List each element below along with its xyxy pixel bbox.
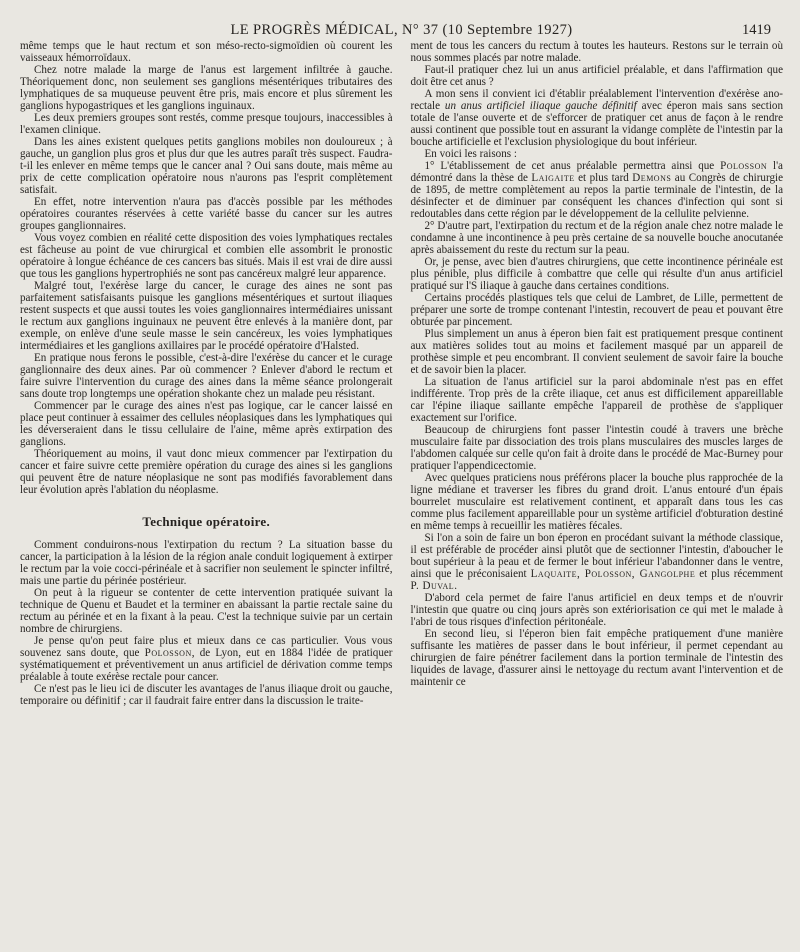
paragraph: Comment conduirons-nous l'extirpation du rectum ? La situation basse du cancer, la participation à la lésion de la région anale conduit logiquement à extirper le rectum par la voie cocci-périnéale et à sacrifier non seulement le spincter infiltré, mais une partie du périnée postérieur. bbox=[20, 539, 393, 587]
section-heading: Technique opératoire. bbox=[142, 514, 271, 529]
author-name: Laigaite bbox=[531, 172, 575, 184]
paragraph: Malgré tout, l'exérèse large du cancer, le curage des aines ne sont pas parfaitement satisfaisants puisque les ganglions mésentériques et surtout iliaques restent suspects et que aussi toutes les voies ganglionnaires intermédiaires unissant le rectum aux ganglions inguinaux ne peuvent être enlevés à la manière dont, par exemple, on enlève d'une seule masse le sein cancéreux, les voies lymphatiques intermédiaires et les ganglions axillaires par le procédé opératoire d'Halsted. bbox=[20, 280, 393, 352]
text-run: 1° L'établissement de cet anus préalable permettra ainsi que bbox=[424, 160, 721, 172]
text-run: , de Lyon, eut en 1884 l'idée de pratiquer systématiquement et préventivement un anus artificiel de dérivation comme temps préalable à toute exérèse rectale pour cancer. bbox=[20, 647, 393, 683]
paragraph bbox=[411, 88, 784, 148]
paragraph: Certains procédés plastiques tels que celui de Lambret, de Lille, permettent de préparer une sorte de trompe contenant l'intestin, recouvert de peau et pouvant être obturée par pincement. bbox=[410, 292, 783, 328]
paragraph: En voici les raisons : bbox=[424, 148, 517, 160]
text-run: l'a démontré dans la thèse de bbox=[410, 160, 783, 184]
paragraph: Dans les aines existent quelques petits ganglions mobiles non douloureux ; à gauche, un ganglion plus gros et plus dur que les autres paraît très suspect. Faudra-t-il les enlever en même temps que le cancer anal ? Oui sans doute, mais même au prix de cette complication opératoire nous n'aurons pas l'esprit complètement satisfait. bbox=[20, 136, 393, 196]
text-run: avec éperon mais sans section totale de l'anse ouverte et de s'efforcer de pratiquer cet anus de façon à le rendre aussi continent que possible tout en assurant la vidange complète de l'intestin par la bouche artificielle et l'exclusion physiologique du bout inférieur. bbox=[410, 100, 783, 148]
author-name: Polosson bbox=[720, 160, 768, 172]
author-name: Demons bbox=[632, 172, 672, 184]
right-column bbox=[411, 40, 784, 707]
paragraph: même temps que le haut rectum et son méso-recto-sigmoïdien où courent les vaisseaux hémorroïdaux. bbox=[20, 40, 393, 64]
running-head bbox=[20, 14, 783, 40]
paragraph bbox=[411, 160, 784, 220]
paragraph: Les deux premiers groupes sont restés, comme presque toujours, inaccessibles à l'examen clinique. bbox=[20, 112, 393, 136]
text-run: Si l'on a soin de faire un bon éperon en procédant suivant la méthode classique, il est préférable de procéder ainsi plutôt que de sectionner l'intestin, d'aboucher le bout supérieur à la peau et de fermer le bout inférieur l'abandonner dans le ventre, ainsi que le préconisaient bbox=[410, 532, 783, 580]
paragraph: Théoriquement au moins, il vaut donc mieux commencer par l'extirpation du cancer et faire suivre cette première opération du curage des aines si les ganglions qui peuvent être de nature néoplasique ne sont pas modifiés favorablement dans leur évolution après l'ablation du néoplasme. bbox=[20, 448, 393, 496]
paragraph: En pratique nous ferons le possible, c'est-à-dire l'exérèse du cancer et le curage ganglionnaire des deux aines. Par où commencer ? Enlever d'abord le rectum et faire suivre l'intervention du curage des aines dans la même séance prolongerait sans doute trop longtemps une opération shokante chez un malade peu résistant. bbox=[20, 352, 393, 400]
text-columns bbox=[20, 40, 783, 707]
emphasis: un anus artificiel iliaque gauche définitif bbox=[444, 100, 637, 112]
author-name: P. Duval bbox=[410, 580, 455, 592]
paragraph bbox=[20, 635, 393, 683]
running-title: LE PROGRÈS MÉDICAL, N° 37 (10 Septembre 1927) bbox=[230, 22, 573, 38]
text-run: et plus tard bbox=[574, 172, 633, 184]
paragraph: En second lieu, si l'éperon bien fait empêche pratiquement d'une manière suffisante les matières de passer dans le bout inférieur, il permet cependant au chirurgien de faire pénétrer facilement dans la portion terminale de l'intestin des liquides de lavage, d'assurer ainsi le nettoyage du rectum avant l'intervention et de maintenir ce bbox=[410, 628, 783, 688]
text-run: Je pense qu'on peut faire plus et mieux dans ce cas particulier. Vous vous souvenez sans doute, que bbox=[20, 635, 393, 659]
paragraph: ment de tous les cancers du rectum à toutes les hauteurs. Restons sur le terrain où nous sommes placés par notre malade. bbox=[410, 40, 783, 64]
paragraph: En effet, notre intervention n'aura pas d'accès possible par les méthodes opératoires courantes réservées à cette variété basse du cancer sur les autres groupes ganglionnaires. bbox=[20, 196, 393, 232]
paragraph: Faut-il pratiquer chez lui un anus artificiel préalable, et dans l'affirmation que doit être cet anus ? bbox=[410, 64, 783, 88]
left-column bbox=[20, 40, 393, 707]
text-run: A mon sens il convient ici d'établir préalablement l'intervention d'exérèse ano-rectale bbox=[410, 88, 783, 112]
page-number: 1419 bbox=[742, 22, 771, 38]
paragraph: Ce n'est pas le lieu ici de discuter les avantages de l'anus iliaque droit ou gauche, temporaire ou définitif ; car il faudrait faire entrer dans la discussion le traite- bbox=[20, 683, 393, 707]
paragraph: Or, je pense, avec bien d'autres chirurgiens, que cette incontinence périnéale est plus pénible, plus difficile à combattre que celle qui résulte d'un anus artificiel pratiqué sur l'S iliaque à gauche dans certaines conditions. bbox=[410, 256, 783, 292]
paragraph: Commencer par le curage des aines n'est pas logique, car le cancer laissé en place peut continuer à essaimer des cellules néoplasiques dans les lymphatiques qui les déverseraient dans le tissu cellulaire de l'aine, même après extirpation des ganglions. bbox=[20, 400, 393, 448]
paragraph: Vous voyez combien en réalité cette disposition des voies lymphatiques rectales est fâcheuse au point de vue chirurgical et combien elle assombrit le pronostic opératoire à longue échéance de ces cancers bas situés. Mais il est vrai de dire aussi que tous les ganglions hypertrophiés ne sont pas cancéreux malgré leur apparence. bbox=[20, 232, 393, 280]
paragraph: Beaucoup de chirurgiens font passer l'intestin coudé à travers une brèche musculaire faite par dissociation des trois plans musculaires des muscles larges de l'abdomen calquée sur celle qu'on fait à droite dans le procédé de Mac-Burney pour pratiquer l'appendicectomie. bbox=[410, 424, 783, 472]
paragraph: La situation de l'anus artificiel sur la paroi abdominale n'est pas en effet indifférente. Trop près de la crête iliaque, cet anus est difficilement appareillable car l'épine iliaque saillante empêche l'appareil de prothèse de s'appliquer exactement sur l'orifice. bbox=[410, 376, 783, 424]
paragraph bbox=[411, 532, 784, 592]
paragraph: Chez notre malade la marge de l'anus est largement infiltrée à gauche. Théoriquement donc, non seulement ses ganglions mésentériques tributaires des lymphatiques de sa muqueuse peuvent être pris, mais encore et plus sûrement les ganglions hypogastriques et les ganglions inguinaux. bbox=[20, 64, 393, 112]
paragraph: 2° D'autre part, l'extirpation du rectum et de la région anale chez notre malade le condamne à une incontinence à peu près certaine de sa nouvelle bouche anocutanée après abaissement du reste du rectum sur la peau. bbox=[410, 220, 783, 256]
paragraph: Avec quelques praticiens nous préférons placer la bouche plus rapprochée de la ligne médiane et traverser les fibres du grand droit. L'anus entouré d'un épais bourrelet musculaire est relativement continent, et apparaît dans tous les cas comme plus facilement appareillable pour un système artificiel d'obturation destiné en même temps à recueillir les matières fécales. bbox=[410, 472, 783, 532]
text-run: et plus récemment bbox=[695, 568, 783, 580]
author-names: Laquaite, Polosson, Gangolphe bbox=[530, 568, 696, 580]
text-run: . bbox=[454, 580, 457, 592]
paragraph: Plus simplement un anus à éperon bien fait est pratiquement presque continent aux matières solides tout au moins et facilement masqué par un appareil de prothèse simple et peu encombrant. Il convient seulement de savoir faire la bouche et de savoir bien la placer. bbox=[410, 328, 783, 376]
author-name: Polosson bbox=[144, 647, 192, 659]
text-run: au Congrès de chirurgie de 1895, de mettre complètement au repos la partie terminale de l'intestin, de la désinfecter et de diminuer par conséquent les chances d'infection qui sont si redoutables dans cette région par le développement de la cellulite pelvienne. bbox=[410, 172, 783, 220]
paragraph: On peut à la rigueur se contenter de cette intervention pratiquée suivant la technique de Quenu et Baudet et la terminer en abaissant la partie rectale saine du rectum au périnée et en la fixant à la peau. C'est la technique suivie par un certain nombre de chirurgiens. bbox=[20, 587, 393, 635]
paragraph: D'abord cela permet de faire l'anus artificiel en deux temps et de n'ouvrir l'intestin que quatre ou cinq jours après son extériorisation ce qui met le malade à l'abri de tous risques d'infection péritonéale. bbox=[410, 592, 783, 628]
